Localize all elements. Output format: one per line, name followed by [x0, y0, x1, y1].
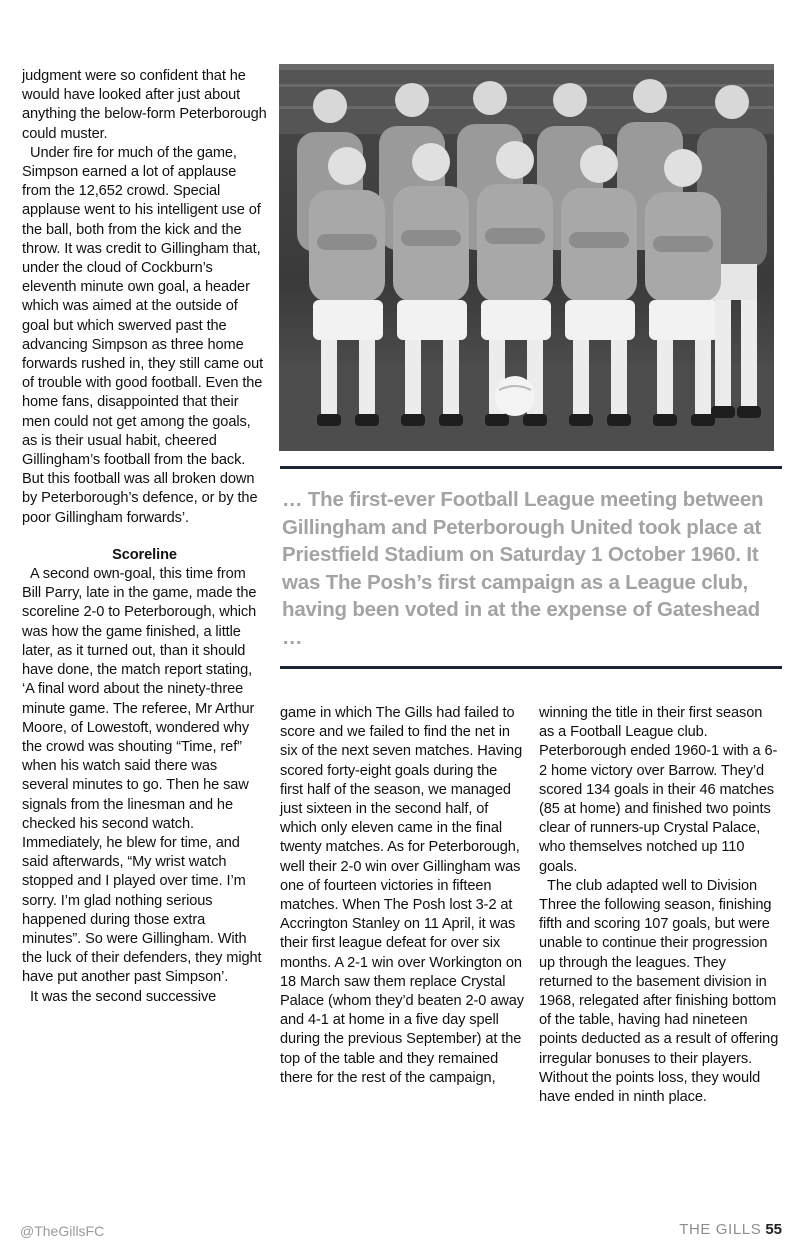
twitter-handle: @TheGillsFC: [20, 1223, 105, 1239]
magazine-name: THE GILLS: [679, 1221, 762, 1238]
article-column-1: [22, 67, 267, 1007]
paragraph: game in which The Gills had failed to score and we failed to find the net in six of the next seven matches. Having scored forty-eight goals during the first half of the season, we managed just sixteen in the second half, of which only eleven came in the final twenty matches. As for Peterborough, well their 2-0 win over Gillingham was one of fourteen victories in fifteen matches. When The Posh lost 3-2 at Accrington Stanley on 11 April, it was their first league defeat for over six months. A 2-1 win over Workington on 18 March saw them replace Crystal Palace (whom they’d beaten 2-0 away and 4-1 at home in a five day spell during the previous September) at the top of the table and they remained there for the rest of the campaign,: [280, 705, 524, 1086]
article-column-3: [539, 704, 781, 1107]
paragraph: winning the title in their first season as a Football League club. Peterborough ended 1960-1 with a 6-2 home victory over Barrow. They’d scored 134 goals in their 46 matches (85 at home) and finished two points clear of runners-up Crystal Palace, who themselves notched up 110 goals.: [539, 705, 778, 875]
team-photo-illustration: [279, 64, 774, 451]
pull-quote: … The first-ever Football League meeting between Gillingham and Peterborough United took place at Priestfield Stadium on Saturday 1 October 1960. It was The Posh’s first campaign as a League club, having been voted in at the expense of Gateshead …: [282, 488, 764, 649]
paragraph: judgment were so confident that he would have looked after just about anything the below-form Peterborough could muster.: [22, 68, 267, 142]
quote-rule-bottom: [280, 666, 782, 669]
paragraph: Under fire for much of the game, Simpson earned a lot of applause from the 12,652 crowd. Special applause went to his intelligent use of the ball, both from the kick and the throw. It was credit to Gillingham that, under the cloud of Cockburn’s eleventh minute own goal, a header which was aimed at the outside of goal but which swerved past the advancing Simpson as three home forwards rushed in, they still came out of trouble with good football. Even the home fans, disappointed that their men could not get among the goals, as is their usual habit, cheered Gillingham’s football from the back. But this football was all broken down by Peterborough’s defence, or by the poor Gillingham forwards’.: [22, 144, 264, 526]
paragraph: The club adapted well to Division Three the following season, finishing fifth and scoring 107 goals, but were unable to continue their progression up through the leagues. They returned to the basement division in 1968, relegated after finishing bottom of the table, having had nineteen points deducted as a result of offering irregular bonuses to their players. Without the points loss, they would have ended in ninth place.: [539, 877, 779, 1106]
paragraph: It was the second successive: [30, 988, 217, 1005]
team-photo: [279, 64, 774, 451]
article-column-2: [280, 704, 524, 1088]
page-footer: [679, 1221, 782, 1238]
paragraph: A second own-goal, this time from Bill Parry, late in the game, made the scoreline 2-0 to Peterborough, which was how the game finished, a little later, as it turned out, than it should have done, the match report stating, ‘A final word about the ninety-three minute game. The referee, Mr Arthur Moore, of Lowestoft, wondered why the crowd was shouting “Time, ref” when his watch said there was several minutes to go. Then he saw signals from the linesman and he checked his second watch. Immediately, he blew for time, and said afterwards, “My wrist watch stopped and I played over time. I’m sorry. I’m glad nothing serious happened during those extra minutes”. So were Gillingham. With the luck of their defenders, they might have put another past Simpson’.: [22, 566, 262, 986]
subheading: Scoreline: [112, 546, 177, 563]
page-number: 55: [765, 1221, 782, 1238]
quote-rule-top: [280, 466, 782, 469]
